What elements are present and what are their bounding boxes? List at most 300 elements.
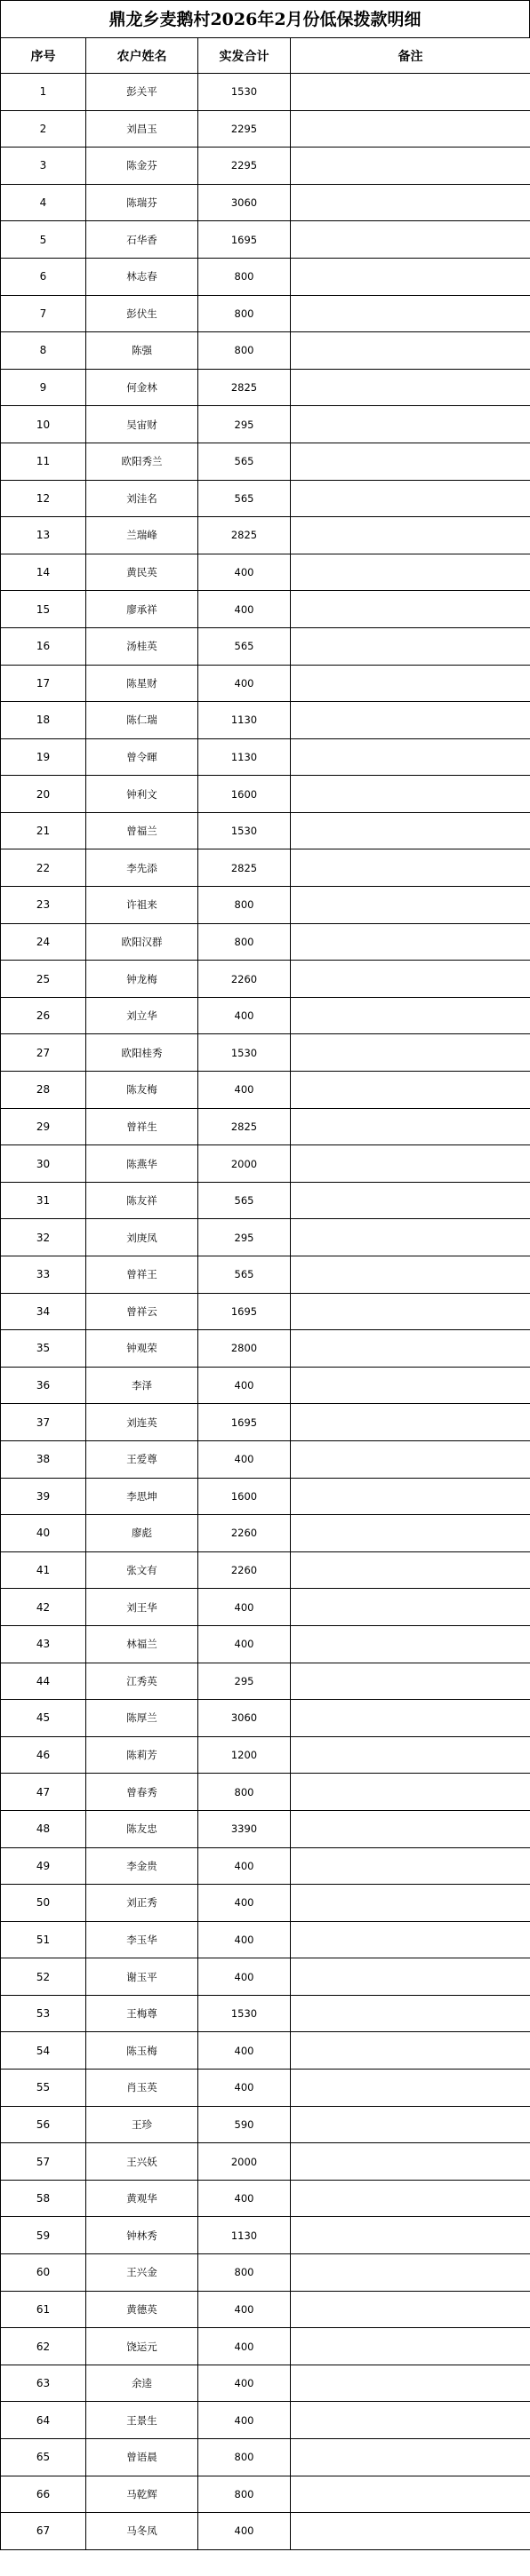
table-row: [1, 1885, 530, 1922]
row-remarks: [291, 221, 530, 259]
table-row: [1, 295, 530, 332]
row-remarks: [291, 2032, 530, 2070]
row-name: 曾祥生: [86, 1108, 198, 1145]
row-name: 刘正秀: [86, 1885, 198, 1922]
row-seq: 24: [1, 923, 86, 961]
row-seq: 23: [1, 887, 86, 924]
row-seq: 48: [1, 1810, 86, 1847]
row-seq: 12: [1, 480, 86, 517]
row-remarks: [291, 1995, 530, 2032]
row-name: 李先添: [86, 849, 198, 887]
row-remarks: [291, 702, 530, 739]
row-remarks: [291, 480, 530, 517]
row-amount: 400: [198, 1885, 291, 1922]
row-seq: 6: [1, 258, 86, 295]
row-name: 李金贵: [86, 1847, 198, 1885]
row-remarks: [291, 2180, 530, 2217]
row-remarks: [291, 1034, 530, 1072]
header-amount: 实发合计: [198, 38, 291, 74]
row-amount: 1530: [198, 812, 291, 849]
row-seq: 7: [1, 295, 86, 332]
row-amount: 400: [198, 1921, 291, 1958]
row-amount: 1130: [198, 738, 291, 776]
row-amount: 800: [198, 295, 291, 332]
row-remarks: [291, 1256, 530, 1294]
row-seq: 62: [1, 2328, 86, 2365]
table-row: [1, 1440, 530, 1478]
row-remarks: [291, 184, 530, 221]
row-amount: 400: [198, 2180, 291, 2217]
row-remarks: [291, 1663, 530, 1700]
row-name: 陈玉梅: [86, 2032, 198, 2070]
row-seq: 40: [1, 1515, 86, 1552]
row-name: 李玉华: [86, 1921, 198, 1958]
row-amount: 800: [198, 887, 291, 924]
row-remarks: [291, 2328, 530, 2365]
row-seq: 54: [1, 2032, 86, 2070]
table-row: [1, 184, 530, 221]
row-amount: 400: [198, 1589, 291, 1626]
table-row: [1, 1256, 530, 1294]
row-seq: 36: [1, 1367, 86, 1404]
table-row: [1, 1810, 530, 1847]
row-amount: 400: [198, 1072, 291, 1109]
row-remarks: [291, 110, 530, 148]
header-name: 农户姓名: [86, 38, 198, 74]
row-remarks: [291, 1774, 530, 1811]
row-seq: 38: [1, 1440, 86, 1478]
table-row: [1, 1182, 530, 1219]
row-remarks: [291, 2254, 530, 2292]
row-amount: 800: [198, 2254, 291, 2292]
row-remarks: [291, 1958, 530, 1996]
row-name: 曾春秀: [86, 1774, 198, 1811]
row-name: 王兴金: [86, 2254, 198, 2292]
row-remarks: [291, 148, 530, 185]
row-seq: 37: [1, 1404, 86, 1441]
row-name: 钟龙梅: [86, 961, 198, 998]
table-row: [1, 1367, 530, 1404]
row-name: 陈友忠: [86, 1810, 198, 1847]
table-row: [1, 221, 530, 259]
table-row: [1, 997, 530, 1034]
row-amount: 1130: [198, 2217, 291, 2254]
table-row: [1, 1774, 530, 1811]
row-seq: 35: [1, 1330, 86, 1368]
row-seq: 67: [1, 2513, 86, 2550]
row-name: 刘洼名: [86, 480, 198, 517]
row-name: 李思坤: [86, 1478, 198, 1515]
row-seq: 5: [1, 221, 86, 259]
row-seq: 32: [1, 1219, 86, 1256]
row-remarks: [291, 1404, 530, 1441]
row-amount: 400: [198, 1847, 291, 1885]
table-row: [1, 1330, 530, 1368]
table-row: [1, 923, 530, 961]
table-row: [1, 1034, 530, 1072]
row-amount: 565: [198, 627, 291, 665]
row-seq: 58: [1, 2180, 86, 2217]
row-seq: 15: [1, 591, 86, 628]
table-row: [1, 2143, 530, 2181]
row-name: 肖玉英: [86, 2070, 198, 2107]
row-seq: 41: [1, 1551, 86, 1589]
table-row: [1, 148, 530, 185]
row-amount: 295: [198, 1663, 291, 1700]
row-amount: 800: [198, 2439, 291, 2476]
row-seq: 52: [1, 1958, 86, 1996]
row-name: 黄观华: [86, 2180, 198, 2217]
row-remarks: [291, 776, 530, 813]
table-row: [1, 591, 530, 628]
row-amount: 2800: [198, 1330, 291, 1368]
row-remarks: [291, 2143, 530, 2181]
row-amount: 565: [198, 480, 291, 517]
row-name: 刘立华: [86, 997, 198, 1034]
row-seq: 65: [1, 2439, 86, 2476]
table-row: [1, 812, 530, 849]
table-row: [1, 1736, 530, 1774]
row-remarks: [291, 2476, 530, 2513]
row-name: 陈厚兰: [86, 1700, 198, 1737]
row-name: 曾语晨: [86, 2439, 198, 2476]
header-seq: 序号: [1, 38, 86, 74]
row-amount: 1600: [198, 776, 291, 813]
row-name: 彭伏生: [86, 295, 198, 332]
row-remarks: [291, 1810, 530, 1847]
row-remarks: [291, 443, 530, 480]
table-row: [1, 961, 530, 998]
row-remarks: [291, 2106, 530, 2143]
row-remarks: [291, 1219, 530, 1256]
row-seq: 25: [1, 961, 86, 998]
row-name: 谢玉平: [86, 1958, 198, 1996]
row-name: 欧阳汉群: [86, 923, 198, 961]
row-seq: 45: [1, 1700, 86, 1737]
document-title: 鼎龙乡麦鹅村2026年2月份低保拨款明细: [0, 0, 530, 37]
row-remarks: [291, 1478, 530, 1515]
row-remarks: [291, 1330, 530, 1368]
table-row: [1, 1921, 530, 1958]
row-remarks: [291, 554, 530, 591]
row-remarks: [291, 1700, 530, 1737]
row-amount: 400: [198, 997, 291, 1034]
row-remarks: [291, 1367, 530, 1404]
row-amount: 400: [198, 1625, 291, 1663]
row-name: 何金林: [86, 369, 198, 406]
row-name: 钟观荣: [86, 1330, 198, 1368]
row-name: 廖承祥: [86, 591, 198, 628]
table-row: [1, 2513, 530, 2550]
row-remarks: [291, 738, 530, 776]
table-row: [1, 1404, 530, 1441]
row-amount: 400: [198, 665, 291, 702]
row-amount: 565: [198, 443, 291, 480]
row-amount: 400: [198, 1440, 291, 1478]
row-seq: 31: [1, 1182, 86, 1219]
row-amount: 1695: [198, 1404, 291, 1441]
row-seq: 34: [1, 1293, 86, 1330]
row-amount: 590: [198, 2106, 291, 2143]
allowance-table: [0, 37, 530, 2550]
row-name: 钟利文: [86, 776, 198, 813]
table-row: [1, 1515, 530, 1552]
row-seq: 51: [1, 1921, 86, 1958]
row-remarks: [291, 74, 530, 111]
row-seq: 20: [1, 776, 86, 813]
table-row: [1, 2254, 530, 2292]
table-row: [1, 1625, 530, 1663]
row-amount: 2825: [198, 849, 291, 887]
row-seq: 22: [1, 849, 86, 887]
row-name: 曾祥王: [86, 1256, 198, 1294]
table-row: [1, 665, 530, 702]
row-remarks: [291, 1293, 530, 1330]
row-amount: 2260: [198, 1515, 291, 1552]
row-seq: 39: [1, 1478, 86, 1515]
row-name: 陈瑞芬: [86, 184, 198, 221]
row-amount: 2825: [198, 369, 291, 406]
row-name: 刘庚凤: [86, 1219, 198, 1256]
table-row: [1, 1847, 530, 1885]
row-seq: 50: [1, 1885, 86, 1922]
row-amount: 400: [198, 2513, 291, 2550]
row-name: 刘昌玉: [86, 110, 198, 148]
row-name: 曾祥云: [86, 1293, 198, 1330]
table-row: [1, 1663, 530, 1700]
row-name: 王珍: [86, 2106, 198, 2143]
row-remarks: [291, 1440, 530, 1478]
table-row: [1, 110, 530, 148]
row-name: 陈莉芳: [86, 1736, 198, 1774]
row-name: 余逵: [86, 2365, 198, 2402]
row-amount: 800: [198, 258, 291, 295]
row-amount: 400: [198, 2291, 291, 2328]
table-row: [1, 2476, 530, 2513]
table-row: [1, 406, 530, 443]
row-amount: 1530: [198, 1995, 291, 2032]
row-remarks: [291, 1515, 530, 1552]
table-row: [1, 627, 530, 665]
row-name: 王梅尊: [86, 1995, 198, 2032]
row-amount: 800: [198, 2476, 291, 2513]
row-remarks: [291, 1182, 530, 1219]
table-row: [1, 738, 530, 776]
row-remarks: [291, 1736, 530, 1774]
row-seq: 13: [1, 517, 86, 554]
row-seq: 3: [1, 148, 86, 185]
row-seq: 2: [1, 110, 86, 148]
row-seq: 28: [1, 1072, 86, 1109]
row-remarks: [291, 2402, 530, 2439]
header-remarks: 备注: [291, 38, 530, 74]
table-row: [1, 74, 530, 111]
row-amount: 400: [198, 2402, 291, 2439]
table-row: [1, 1995, 530, 2032]
row-amount: 1695: [198, 1293, 291, 1330]
row-seq: 4: [1, 184, 86, 221]
row-amount: 1130: [198, 702, 291, 739]
row-remarks: [291, 369, 530, 406]
table-row: [1, 702, 530, 739]
row-amount: 1695: [198, 221, 291, 259]
row-remarks: [291, 812, 530, 849]
row-seq: 21: [1, 812, 86, 849]
row-seq: 8: [1, 332, 86, 370]
row-remarks: [291, 1921, 530, 1958]
row-remarks: [291, 1551, 530, 1589]
row-name: 曾令暉: [86, 738, 198, 776]
table-row: [1, 258, 530, 295]
table-row: [1, 1551, 530, 1589]
row-amount: 3060: [198, 1700, 291, 1737]
table-row: [1, 2291, 530, 2328]
row-name: 汤桂英: [86, 627, 198, 665]
row-remarks: [291, 997, 530, 1034]
row-seq: 61: [1, 2291, 86, 2328]
row-name: 陈星财: [86, 665, 198, 702]
table-row: [1, 554, 530, 591]
row-remarks: [291, 887, 530, 924]
row-remarks: [291, 2365, 530, 2402]
row-remarks: [291, 1145, 530, 1183]
row-seq: 11: [1, 443, 86, 480]
row-remarks: [291, 665, 530, 702]
table-row: [1, 1958, 530, 1996]
row-amount: 2000: [198, 2143, 291, 2181]
row-name: 曾福兰: [86, 812, 198, 849]
row-seq: 27: [1, 1034, 86, 1072]
row-remarks: [291, 1625, 530, 1663]
row-amount: 3060: [198, 184, 291, 221]
row-amount: 400: [198, 2032, 291, 2070]
row-seq: 56: [1, 2106, 86, 2143]
row-amount: 2295: [198, 110, 291, 148]
table-row: [1, 2032, 530, 2070]
row-amount: 295: [198, 1219, 291, 1256]
row-amount: 565: [198, 1256, 291, 1294]
table-row: [1, 849, 530, 887]
row-remarks: [291, 591, 530, 628]
table-header-row: [1, 38, 530, 74]
table-row: [1, 517, 530, 554]
row-name: 兰瑞峰: [86, 517, 198, 554]
row-amount: 2260: [198, 1551, 291, 1589]
row-amount: 400: [198, 2328, 291, 2365]
row-amount: 400: [198, 2365, 291, 2402]
table-row: [1, 2217, 530, 2254]
row-amount: 800: [198, 1774, 291, 1811]
table-row: [1, 1293, 530, 1330]
row-seq: 29: [1, 1108, 86, 1145]
row-name: 陈友梅: [86, 1072, 198, 1109]
table-row: [1, 2365, 530, 2402]
row-name: 马乾辉: [86, 2476, 198, 2513]
row-name: 张文有: [86, 1551, 198, 1589]
row-name: 江秀英: [86, 1663, 198, 1700]
table-row: [1, 332, 530, 370]
row-seq: 63: [1, 2365, 86, 2402]
row-amount: 400: [198, 1958, 291, 1996]
table-row: [1, 887, 530, 924]
row-seq: 30: [1, 1145, 86, 1183]
row-name: 陈强: [86, 332, 198, 370]
row-remarks: [291, 1072, 530, 1109]
row-name: 许祖来: [86, 887, 198, 924]
row-seq: 9: [1, 369, 86, 406]
row-amount: 400: [198, 2070, 291, 2107]
row-seq: 66: [1, 2476, 86, 2513]
row-name: 钟林秀: [86, 2217, 198, 2254]
row-name: 李泽: [86, 1367, 198, 1404]
row-name: 陈燕华: [86, 1145, 198, 1183]
row-name: 王爱尊: [86, 1440, 198, 1478]
row-name: 王兴妖: [86, 2143, 198, 2181]
row-seq: 46: [1, 1736, 86, 1774]
table-row: [1, 443, 530, 480]
row-name: 廖彪: [86, 1515, 198, 1552]
table-row: [1, 1145, 530, 1183]
row-seq: 16: [1, 627, 86, 665]
row-seq: 33: [1, 1256, 86, 1294]
table-row: [1, 2106, 530, 2143]
table-row: [1, 2070, 530, 2107]
row-remarks: [291, 1847, 530, 1885]
row-name: 陈金芬: [86, 148, 198, 185]
row-seq: 19: [1, 738, 86, 776]
row-name: 欧阳桂秀: [86, 1034, 198, 1072]
row-remarks: [291, 2291, 530, 2328]
table-body: [1, 74, 530, 2550]
row-amount: 800: [198, 332, 291, 370]
row-name: 彭关平: [86, 74, 198, 111]
row-amount: 565: [198, 1182, 291, 1219]
row-seq: 44: [1, 1663, 86, 1700]
row-name: 陈友祥: [86, 1182, 198, 1219]
row-amount: 2295: [198, 148, 291, 185]
row-amount: 3390: [198, 1810, 291, 1847]
row-amount: 2260: [198, 961, 291, 998]
row-seq: 64: [1, 2402, 86, 2439]
row-remarks: [291, 2070, 530, 2107]
row-seq: 49: [1, 1847, 86, 1885]
row-remarks: [291, 2217, 530, 2254]
row-remarks: [291, 295, 530, 332]
table-row: [1, 2439, 530, 2476]
row-remarks: [291, 1589, 530, 1626]
row-seq: 57: [1, 2143, 86, 2181]
row-amount: 1200: [198, 1736, 291, 1774]
row-remarks: [291, 961, 530, 998]
row-amount: 2825: [198, 1108, 291, 1145]
row-remarks: [291, 1885, 530, 1922]
row-amount: 400: [198, 554, 291, 591]
table-row: [1, 2328, 530, 2365]
row-name: 林志春: [86, 258, 198, 295]
row-seq: 43: [1, 1625, 86, 1663]
table-row: [1, 2180, 530, 2217]
row-remarks: [291, 849, 530, 887]
table-row: [1, 1478, 530, 1515]
row-remarks: [291, 923, 530, 961]
row-amount: 2000: [198, 1145, 291, 1183]
row-remarks: [291, 2513, 530, 2550]
table-row: [1, 1108, 530, 1145]
row-remarks: [291, 1108, 530, 1145]
row-name: 刘王华: [86, 1589, 198, 1626]
row-remarks: [291, 517, 530, 554]
row-remarks: [291, 2439, 530, 2476]
